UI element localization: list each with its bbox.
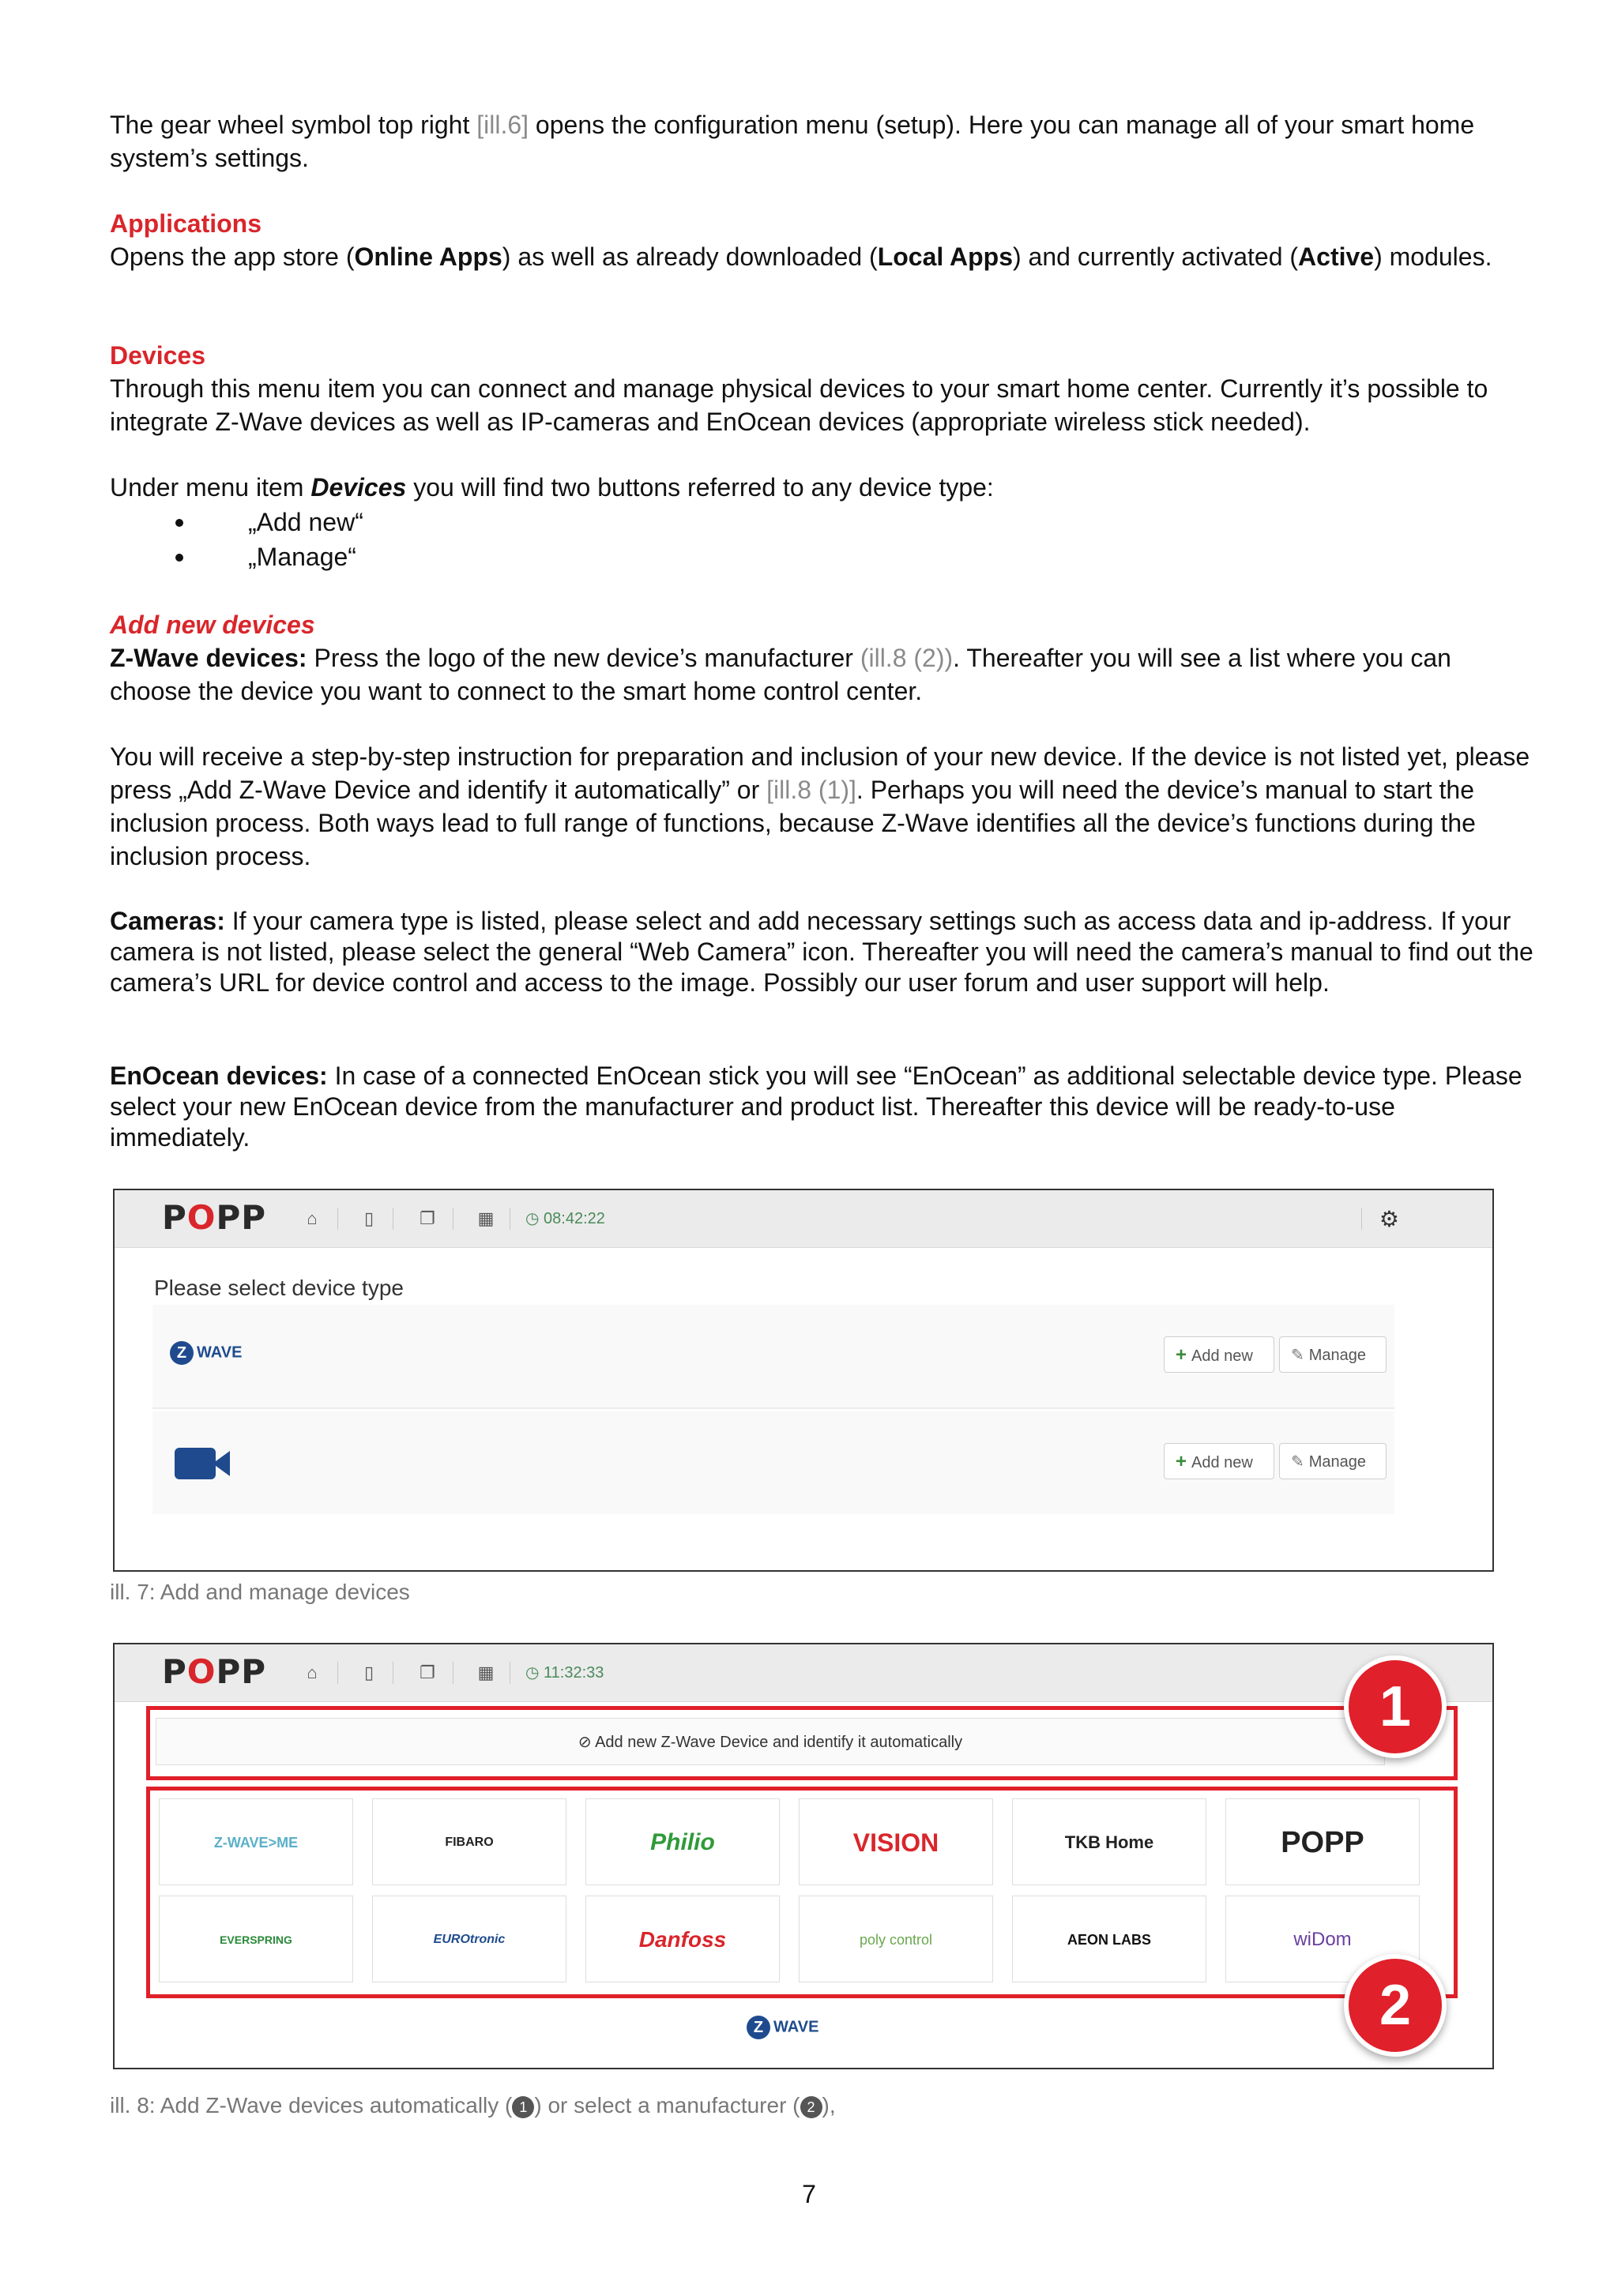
manufacturer-tile-tkb[interactable]: TKB Home xyxy=(1012,1798,1206,1885)
applications-paragraph: Opens the app store (Online Apps) as well as already downloaded (Local Apps) and currently activated (Active) modules. xyxy=(110,242,1492,271)
tablet-icon[interactable]: ▯ xyxy=(363,1663,374,1682)
popp-logo: POPP xyxy=(162,1652,267,1691)
panel-title: Please select device type xyxy=(154,1276,404,1300)
device-type-row-camera xyxy=(152,1411,1394,1514)
devices-buttons-paragraph: Under menu item Devices you will find two buttons referred to any device type: xyxy=(110,473,994,502)
enocean-paragraph: EnOcean devices: In case of a connected EnOcean stick you will see “EnOcean” as additional selectable device type. Please select your new EnOcean device from the manufacturer and product list. Thereafter this device will be ready-to-use immediately. xyxy=(110,1062,1522,1152)
calendar-icon[interactable]: ▦ xyxy=(477,1663,495,1682)
figure-caption-ill7: ill. 7: Add and manage devices xyxy=(110,1580,410,1604)
screenshot-add-zwave-devices xyxy=(113,1643,1494,2069)
applications-heading: Applications xyxy=(110,209,262,238)
manufacturer-tile-popp[interactable]: POPP xyxy=(1225,1798,1420,1885)
devices-heading: Devices xyxy=(110,341,205,370)
manufacturer-tile-eurotronic[interactable]: EUROtronic xyxy=(372,1896,566,1982)
app-topbar xyxy=(115,1190,1492,1248)
manufacturer-tile-danfoss[interactable]: Danfoss xyxy=(585,1896,780,1982)
tablet-icon[interactable]: ▯ xyxy=(363,1208,374,1228)
home-icon[interactable]: ⌂ xyxy=(307,1208,318,1228)
manufacturer-tile-zwave-me[interactable]: Z-WAVE>ME xyxy=(159,1798,353,1885)
copy-icon[interactable]: ❐ xyxy=(420,1208,435,1228)
manufacturer-tile-everspring[interactable]: EVERSPRING xyxy=(159,1896,353,1982)
home-icon[interactable]: ⌂ xyxy=(307,1663,318,1682)
manufacturer-tile-aeon-labs[interactable]: AEON LABS xyxy=(1012,1896,1206,1982)
add-new-button[interactable]: + Add new xyxy=(1164,1336,1274,1373)
zwave-logo: Z WAVE xyxy=(747,2016,818,2039)
cameras-paragraph: Cameras: If your camera type is listed, please select and add necessary settings such as access data and ip-address. If your camera is not listed, please select the general “Web Camera” icon. Thereafter you will need the camera’s manual to find out the camera’s URL for device control and access to the image. Possibly our user forum and user support will help. xyxy=(110,907,1533,997)
intro-paragraph: The gear wheel symbol top right [ill.6] opens the configuration menu (setup). Here you can manage all of your smart home system’s settings. xyxy=(110,111,1475,172)
manage-button[interactable]: ✎ Manage xyxy=(1279,1336,1387,1373)
popp-logo: POPP xyxy=(162,1198,267,1237)
manufacturer-tile-polycontrol[interactable]: poly control xyxy=(799,1896,993,1982)
video-camera-icon xyxy=(175,1448,216,1479)
calendar-icon[interactable]: ▦ xyxy=(477,1208,495,1228)
copy-icon[interactable]: ❐ xyxy=(420,1663,435,1682)
manage-button[interactable]: ✎ Manage xyxy=(1279,1443,1387,1479)
badge-2: 2 xyxy=(1344,1954,1447,2057)
manufacturer-tile-fibaro[interactable]: FIBARO xyxy=(372,1798,566,1885)
add-new-devices-heading: Add new devices xyxy=(110,611,315,639)
zwave-devices-paragraph: Z-Wave devices: Press the logo of the new device’s manufacturer (ill.8 (2)). Thereafter you will see a list where you can choose the device you want to connect to the smart home control center. xyxy=(110,644,1451,705)
manufacturer-tile-vision[interactable]: VISION xyxy=(799,1798,993,1885)
figure-caption-ill8: ill. 8: Add Z-Wave devices automatically ( 1 ) or select a manufacturer ( 2 ), xyxy=(110,2093,836,2118)
page-number: 7 xyxy=(802,2180,816,2208)
step-by-step-paragraph: You will receive a step-by-step instruction for preparation and inclusion of your new device. If the device is not listed yet, please press „Add Z-Wave Device and identify it automatically” or [ill.8 (1)]. Perhaps you will need the device’s manual to start the inclusion process. Both ways lead to full range of functions, because Z-Wave identifies all the device’s functions during the inclusion process. xyxy=(110,742,1530,870)
add-new-button[interactable]: + Add new xyxy=(1164,1443,1274,1479)
devices-paragraph: Through this menu item you can connect and manage physical devices to your smart home center. Currently it’s possible to integrate Z-Wave devices as well as IP-cameras and EnOcean devices (appropriate wireless stick needed). xyxy=(110,374,1488,436)
gear-icon[interactable]: ⚙ xyxy=(1379,1207,1399,1231)
manufacturer-tile-widom[interactable]: wiDom xyxy=(1225,1896,1420,1982)
clock-readout: ◷ 08:42:22 xyxy=(525,1210,605,1227)
zwave-logo: Z WAVE xyxy=(170,1341,242,1365)
device-type-row-zwave xyxy=(152,1305,1394,1409)
manufacturer-tile-philio[interactable]: Philio xyxy=(585,1798,780,1885)
add-auto-button[interactable]: ⊘ Add new Z-Wave Device and identify it automatically xyxy=(156,1718,1385,1765)
clock-readout: ◷ 11:32:33 xyxy=(525,1664,604,1682)
screenshot-add-manage-devices xyxy=(113,1189,1494,1572)
app-topbar xyxy=(115,1644,1492,1702)
video-camera-lens-icon xyxy=(213,1451,230,1476)
badge-1: 1 xyxy=(1344,1655,1447,1758)
document-page: The gear wheel symbol top right [ill.6] opens the configuration menu (setup). Here you can manage all of your smart home system’s settings. Applications Opens the app store (Online Apps) as well as already downloaded (Local Apps) and currently activated (Active) modules. Devices Through this menu item you can connect and manage physical devices to your smart home center. Currently it’s possible to integrate Z-Wave devices as well as IP-cameras and EnOcean devices (appropriate wireless stick needed). Under menu item Devices you will find two buttons referred to any device type: „Add new“ „Manage“ Add new devices Z-Wave devices: Press the logo of the new device’s manufacturer (ill.8 (2)). Thereafter you will see a list where you can choose the device you want to connect to the smart home control center. You will receive a step-by-step instruction for preparation and inclusion of your new device. If the device is not listed yet, please press „Add Z-Wave Device and identify it automatically” or [ill.8 (1)]. Perhaps you will need the device’s manual to start the inclusion process. Both ways lead to full range of functions, because Z-Wave identifies all the device’s functions during the inclusion process. Cameras: If your camera type is listed, please select and add necessary settings such as access data and ip-address. If your camera is not listed, please select the general “Web Camera” icon. Thereafter you will need the camera’s manual to find out the camera’s URL for device control and access to the image. Possibly our user forum and user support will help. EnOcean devices: In case of a connected EnOcean stick you will see “EnOcean” as additional selectable device type. Please select your new EnOcean device from the manufacturer and product list. Thereafter this device will be ready-to-use immediately. POPP ⌂ ▯ ❐ ▦ ◷ 08:42:22 ⚙ Please select device type Z WAVE + Add new ✎ Manage + Add new ✎ Manage ill. 7: Add and manage devices POPP ⌂ ▯ ❐ ▦ ◷ 11:32:33 ⊘ Add new Z-Wave Device and identify it automatically Z-WAVE>ME FIBARO Philio VISION TKB Home POPP EVERSPRING EUROtronic Danfoss poly control AEON LABS wiDom 1 2 Z WAVE ill. 8: Add Z-Wave devices automatically ( 1 ) or select a manufacturer ( 2 ), 7 xyxy=(0,0,1618,2296)
